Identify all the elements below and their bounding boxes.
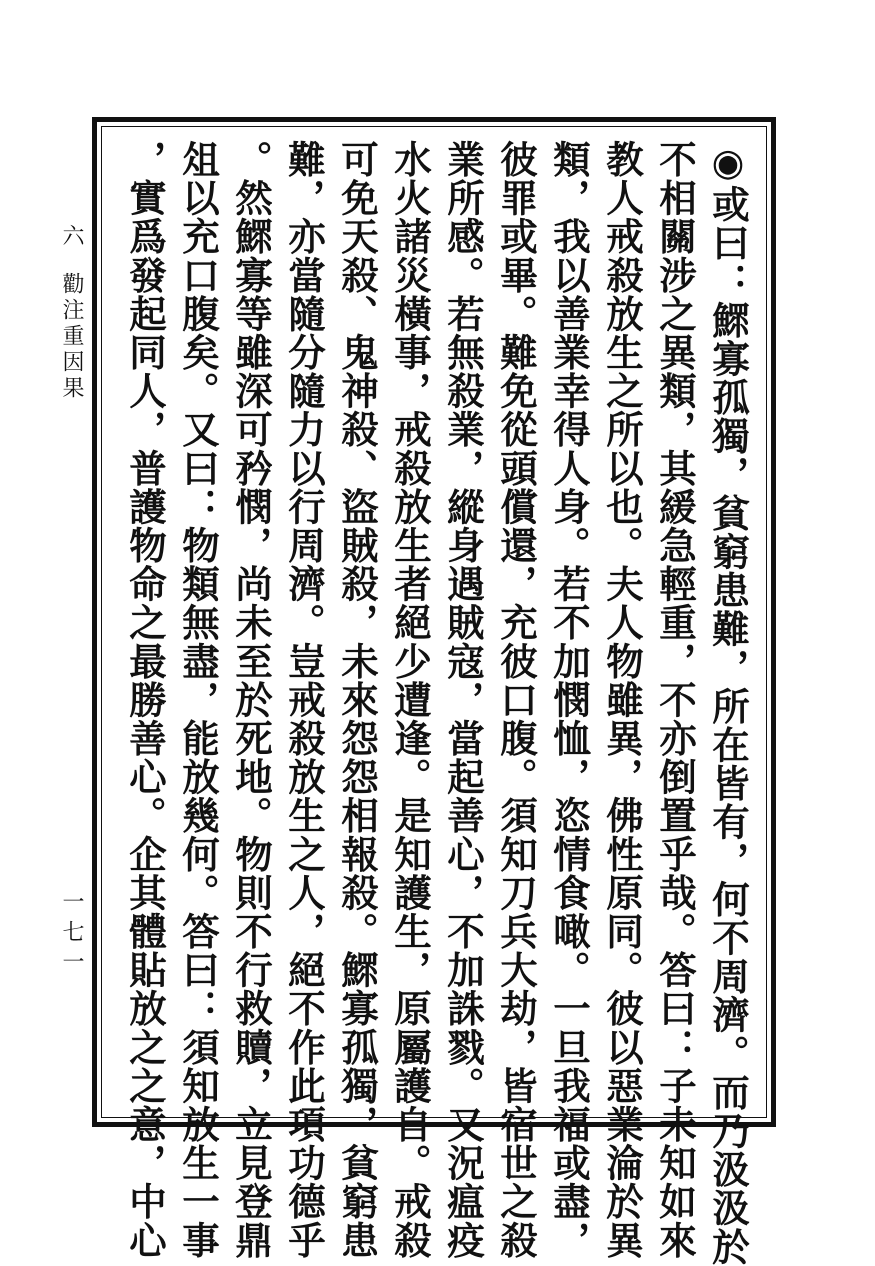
- text-column-7: 水火諸災橫事，戒殺放生者絕少遭逢。是知護生，原屬護自。戒殺: [388, 140, 432, 1260]
- volume-number: 六: [59, 224, 84, 250]
- text-column-11: 俎以充口腹矣。又曰：物類無盡，能放幾何。答曰：須知放生一事: [176, 140, 220, 1260]
- text-column-9: 難，亦當隨分隨力以行周濟。豈戒殺放生之人，絕不作此項功德乎: [282, 140, 326, 1260]
- column-text: 或曰：鰥寡孤獨，貧窮患難，所在皆有，何不周濟。而乃汲汲於: [706, 185, 750, 1266]
- chapter-title: 勸注重因果: [59, 272, 84, 402]
- text-column-5: 彼罪或畢。難免從頭償還，充彼口腹。須知刀兵大劫，皆宿世之殺: [494, 140, 538, 1260]
- text-column-10: 。然鰥寡等雖深可矜憫，尚未至於死地。物則不行救贖，立見登鼎: [229, 140, 273, 1260]
- text-column-12: ，實爲發起同人，普護物命之最勝善心。企其體貼放之之意，中心: [123, 140, 167, 1260]
- text-column-3: 教人戒殺放生之所以也。夫人物雖異，佛性原同。彼以惡業淪於異: [600, 140, 644, 1260]
- text-column-8: 可免天殺、鬼神殺、盜賊殺，未來怨怨相報殺。鰥寡孤獨，貧窮患: [335, 140, 379, 1260]
- text-column-4: 類，我以善業幸得人身。若不加憫恤，恣情食噉。一旦我福或盡，: [547, 140, 591, 1260]
- margin-header: [56, 224, 86, 402]
- text-column-1: [701, 140, 754, 1266]
- page-number: 一七一: [59, 890, 84, 980]
- main-text: [114, 140, 754, 1266]
- section-mark-icon: ◉: [706, 140, 750, 186]
- text-column-6: 業所感。若無殺業，縱身遇賊寇，當起善心，不加誅戮。又況瘟疫: [441, 140, 485, 1260]
- text-column-2: 不相關涉之異類，其緩急輕重，不亦倒置乎哉。答曰：子未知如來: [653, 140, 697, 1260]
